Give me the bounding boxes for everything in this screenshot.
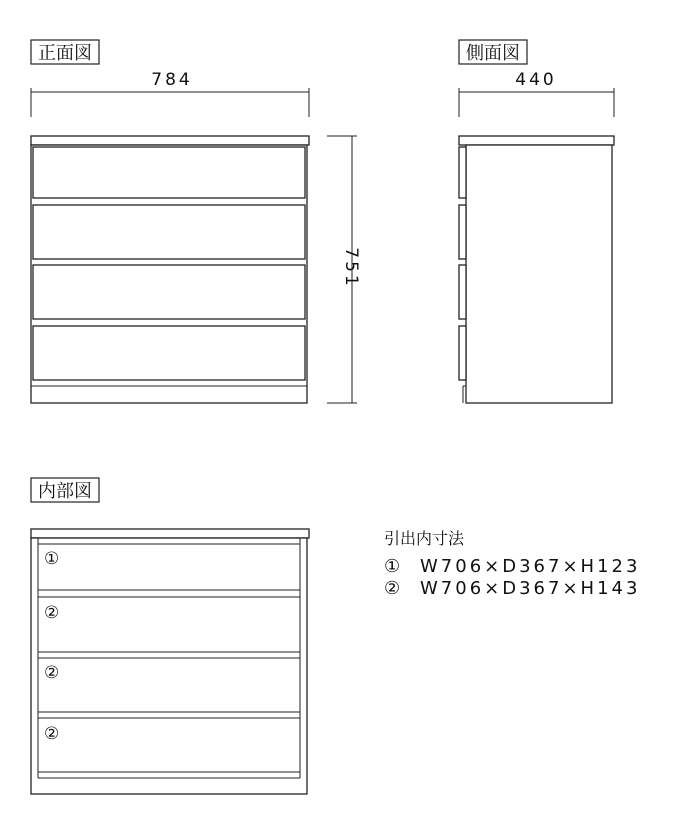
drawer-inner-dimensions	[384, 529, 640, 599]
interior-drawer-4-label: ②	[44, 724, 60, 744]
front-view-title: 正面図	[38, 43, 92, 64]
front-drawer-3	[33, 265, 305, 319]
interior-view	[31, 478, 309, 794]
specs-title: 引出内寸法	[384, 529, 465, 548]
front-height-value: 751	[341, 247, 361, 289]
front-view	[31, 40, 361, 403]
interior-drawer-1-label: ①	[44, 549, 60, 569]
front-drawer-4	[33, 326, 305, 380]
side-drawer-front-2	[459, 205, 466, 259]
side-view	[459, 40, 614, 403]
interior-drawer-3-label: ②	[44, 663, 60, 683]
interior-cabinet-body	[31, 538, 307, 794]
interior-top-board	[31, 529, 309, 538]
side-view-title: 側面図	[466, 43, 520, 64]
front-width-value: 784	[151, 70, 193, 90]
interior-view-title: 内部図	[38, 481, 92, 502]
spec-1-mark: ①	[384, 556, 404, 577]
spec-1-text: W706×D367×H123	[420, 556, 641, 577]
spec-2-mark: ②	[384, 578, 404, 599]
front-top-board	[31, 136, 309, 145]
side-panel	[466, 145, 612, 403]
spec-2-text: W706×D367×H143	[420, 578, 641, 599]
side-depth-value: 440	[515, 70, 557, 90]
side-drawer-front-1	[459, 147, 466, 198]
side-drawer-front-3	[459, 265, 466, 319]
side-drawer-front-4	[459, 326, 466, 380]
front-drawer-1	[33, 147, 305, 198]
side-top-board	[459, 136, 614, 145]
interior-drawer-2-label: ②	[44, 603, 60, 623]
front-drawer-2	[33, 205, 305, 259]
